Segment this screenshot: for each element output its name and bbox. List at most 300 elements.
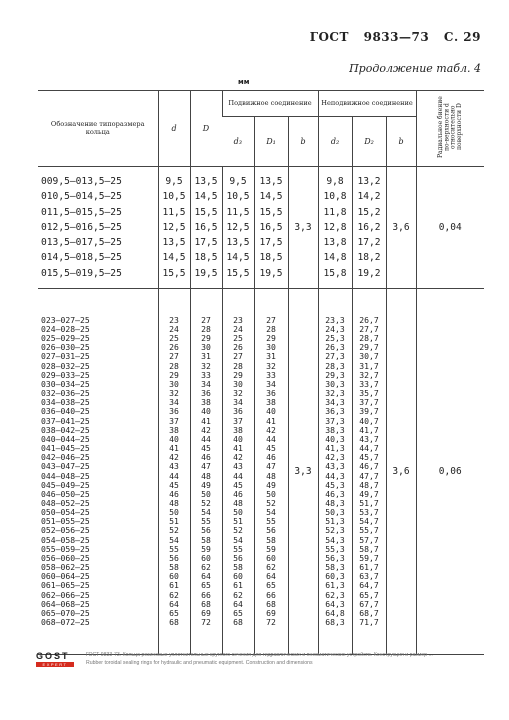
group2-row-D1: 40 [266,406,276,417]
group1-row-D1: 14,5 [259,191,283,203]
group2-row-D2: 63,7 [359,571,379,582]
group1-row-d3: 13,5 [226,237,250,249]
group2-row-d: 27 [169,351,179,362]
group2-row-D1: 52 [266,497,276,508]
col-D: D [190,91,222,167]
group2-row-designation: 027—031—25 [41,351,90,362]
group2-row-D2: 33,7 [359,378,379,389]
group2-row-d: 26 [169,342,179,353]
group1-b-fixed: 3,6 [386,167,416,289]
group2-row-d2: 36,3 [325,406,345,417]
group2-row-designation: 068—072—25 [41,617,90,627]
group2-row-D: 33 [201,369,211,380]
group2-row-D1: 38 [266,397,276,408]
group1-row-D: 19,5 [194,267,218,279]
group1-row-d3: 14,5 [226,252,250,264]
group2-row-D2: 32,7 [359,369,379,380]
group2-row-d2: 37,3 [325,415,345,426]
group1-D2 [352,167,386,289]
group2-row-D2: 27,7 [359,324,379,334]
group2-row-D2: 37,7 [359,397,379,408]
group2-row-designation: 026—030—25 [41,342,90,353]
group2-row-d2: 60,3 [325,571,345,582]
group2-row-D2: 44,7 [359,443,379,454]
group2-row-D: 40 [201,406,211,417]
group2-radial: 0,06 [416,289,484,655]
group2-row-D1: 55 [266,516,276,527]
group2-row-d2: 45,3 [325,479,345,490]
col-radial-text: Радиальное биение по-верхности d относительно поверхности D [436,96,463,159]
group2-row-d: 37 [169,415,179,426]
group2-row-D: 50 [201,488,211,499]
group2-row-D: 44 [201,433,211,444]
group2-row-designation: 041—045—25 [41,443,90,454]
group2-row-designation: 060—064—25 [41,571,90,582]
group2-row-d2: 44,3 [325,470,345,481]
group2-row-d2: 23,3 [325,314,345,325]
group2-row-designation: 029—033—25 [41,369,90,380]
group1-row-D1: 19,5 [259,267,283,279]
group2-row-d2: 64,8 [325,607,345,618]
group1-row-d: 14,5 [162,252,186,264]
group2-row-d: 29 [169,369,179,380]
group2-row-designation: 038—042—25 [41,424,90,435]
group2-row-D: 41 [201,415,211,426]
group2-row-D: 29 [201,333,211,344]
group2-row-d3: 37 [233,415,243,426]
group2-row-d2: 58,3 [325,562,345,573]
group2-row-d2: 50,3 [325,507,345,518]
group2-row-D: 32 [201,360,211,371]
group2-row-designation: 046—050—25 [41,488,90,499]
group2-row-D: 47 [201,461,211,472]
group2-row-d3: 43 [233,461,243,472]
group2-row-designation: 048—052—25 [41,497,90,508]
group2-row-D2: 45,7 [359,452,379,463]
group1-radial: 0,04 [416,167,484,289]
group2-row-d2: 34,3 [325,397,345,408]
table-continuation: Продолжение табл. 4 [349,62,481,75]
group2-row-d: 61 [169,580,179,591]
logo-bottom-text: EXPERT [36,662,74,667]
group2-row-designation: 023—027—25 [41,314,90,325]
group2-row-D: 49 [201,479,211,490]
group2-row-D1: 30 [266,342,276,353]
group2-row-D2: 71,7 [359,617,379,627]
gost-expert-logo[interactable] [36,652,74,667]
group2-row-d3: 46 [233,488,243,499]
group1-row-D2: 19,2 [357,267,381,279]
group2-row-D2: 51,7 [359,497,379,508]
group2-row-d: 32 [169,388,179,399]
group2-row-D: 27 [201,314,211,325]
group2-row-d2: 62,3 [325,589,345,600]
group2-row-d: 54 [169,534,179,545]
group2-row-designation: 054—058—25 [41,534,90,545]
group2-row-d3: 68 [233,617,243,627]
group1-row-D1: 15,5 [259,206,283,218]
group1-row-designation: 015,5—019,5—25 [41,267,122,279]
group2-row-D1: 47 [266,461,276,472]
group2-row-D1: 34 [266,378,276,389]
group2-row-d3: 26 [233,342,243,353]
group2-row-D1: 60 [266,552,276,563]
group2-row-d: 68 [169,617,179,627]
group2-row-designation: 043—047—25 [41,461,90,472]
group1-row-d3: 9,5 [229,175,247,187]
group2-d2 [318,289,352,655]
group2-designations [38,289,158,655]
group1-row-D: 17,5 [194,237,218,249]
group2-row-d: 64 [169,598,179,609]
group2-row-D2: 48,7 [359,479,379,490]
group2-row-d3: 25 [233,333,243,344]
group2-row-D2: 31,7 [359,360,379,371]
group2-row-d2: 42,3 [325,452,345,463]
group2-row-D1: 28 [266,324,276,334]
group1-row-D2: 13,2 [357,175,381,187]
group2-row-d2: 54,3 [325,534,345,545]
group2-row-D1: 31 [266,351,276,362]
group2-row-D1: 48 [266,470,276,481]
group2-row-d2: 43,3 [325,461,345,472]
group2-row-designation: 032—036—25 [41,388,90,399]
group2-row-d: 51 [169,516,179,527]
col-d2: d₂ [318,117,352,167]
group2-row-d2: 27,3 [325,351,345,362]
group2-row-D2: 54,7 [359,516,379,527]
group2-body [38,289,484,655]
group2-row-D1: 27 [266,314,276,325]
group2-row-D2: 55,7 [359,525,379,536]
group2-row-d3: 28 [233,360,243,371]
group2-row-d3: 30 [233,378,243,389]
group2-row-D: 38 [201,397,211,408]
group2-row-d3: 34 [233,397,243,408]
group2-row-D2: 53,7 [359,507,379,518]
group2-row-D1: 32 [266,360,276,371]
group2-row-d2: 32,3 [325,388,345,399]
group2-row-d3: 32 [233,388,243,399]
group2-row-d3: 41 [233,443,243,454]
col-b-movable: b [288,117,318,167]
group2-row-D2: 40,7 [359,415,379,426]
group2-row-D1: 46 [266,452,276,463]
group1-row-designation: 013,5—017,5—25 [41,237,122,249]
group2-row-d: 46 [169,488,179,499]
group1-row-designation: 011,5—015,5—25 [41,206,122,218]
group2-row-d2: 30,3 [325,378,345,389]
group2-row-D: 55 [201,516,211,527]
group2-row-d3: 54 [233,534,243,545]
group2-row-d: 41 [169,443,179,454]
group2-row-D1: 69 [266,607,276,618]
group2-row-designation: 034—038—25 [41,397,90,408]
group1-row-d2: 10,8 [323,191,347,203]
group2-row-designation: 064—068—25 [41,598,90,609]
group1-row-designation: 010,5—014,5—25 [41,191,122,203]
group2-row-designation: 051—055—25 [41,516,90,527]
group2-row-d2: 46,3 [325,488,345,499]
group2-row-d: 50 [169,507,179,518]
group1-row-D1: 13,5 [259,175,283,187]
group2-row-d2: 38,3 [325,424,345,435]
page-number: С. 29 [443,30,481,44]
group2-row-d: 56 [169,552,179,563]
group2-row-D2: 58,7 [359,543,379,554]
group1-row-d: 12,5 [162,221,186,233]
col-movable: Подвижное соединение [222,91,318,117]
group2-row-D2: 68,7 [359,607,379,618]
col-d3: d₃ [222,117,254,167]
group2-row-d3: 29 [233,369,243,380]
group2-row-D: 58 [201,534,211,545]
group1-row-d3: 11,5 [226,206,250,218]
group2-row-designation: 024—028—25 [41,324,90,334]
group2-row-D1: 68 [266,598,276,609]
group2-row-D: 30 [201,342,211,353]
group1-d3 [222,167,254,289]
group1-d2 [318,167,352,289]
group2-row-d3: 45 [233,479,243,490]
group2-row-d: 34 [169,397,179,408]
group2-row-d3: 27 [233,351,243,362]
group2-row-D2: 65,7 [359,589,379,600]
group2-row-D: 68 [201,598,211,609]
group2-row-d2: 41,3 [325,443,345,454]
group2-row-D2: 59,7 [359,552,379,563]
group1-row-d3: 12,5 [226,221,250,233]
group2-row-D: 48 [201,470,211,481]
group2-row-d2: 52,3 [325,525,345,536]
group2-row-d3: 55 [233,543,243,554]
group2-D [190,289,222,655]
group2-row-D: 60 [201,552,211,563]
group2-row-d2: 25,3 [325,333,345,344]
group2-row-D2: 61,7 [359,562,379,573]
group2-row-d: 52 [169,525,179,536]
group1-body [38,167,484,289]
group2-D2 [352,289,386,655]
logo-top-text: GOST [36,651,70,661]
col-d: d [158,91,190,167]
group2-row-D: 66 [201,589,211,600]
group2-row-designation: 040—044—25 [41,433,90,444]
col-D2: D₂ [352,117,386,167]
group1-D [190,167,222,289]
group2-row-D1: 36 [266,388,276,399]
group2-row-d: 28 [169,360,179,371]
group2-row-designation: 044—048—25 [41,470,90,481]
group2-row-d3: 65 [233,607,243,618]
group1-row-d: 9,5 [165,175,183,187]
group2-row-designation: 052—056—25 [41,525,90,536]
group1-row-d3: 10,5 [226,191,250,203]
group2-row-D2: 30,7 [359,351,379,362]
group1-row-d2: 12,8 [323,221,347,233]
group2-row-designation: 061—065—25 [41,580,90,591]
group2-d [158,289,190,655]
group2-row-d: 45 [169,479,179,490]
group1-designations [38,167,158,289]
group1-row-d: 15,5 [162,267,186,279]
group2-row-d3: 50 [233,507,243,518]
group2-row-designation: 037—041—25 [41,415,90,426]
group2-row-D1: 72 [266,617,276,627]
group1-row-designation: 014,5—018,5—25 [41,252,122,264]
group2-row-designation: 028—032—25 [41,360,90,371]
group2-row-D2: 67,7 [359,598,379,609]
group2-row-designation: 055—059—25 [41,543,90,554]
standard-label: ГОСТ [309,30,349,44]
group1-row-D2: 16,2 [357,221,381,233]
group2-row-D: 36 [201,388,211,399]
group2-row-D1: 44 [266,433,276,444]
group2-row-d3: 24 [233,324,243,334]
group1-row-D: 18,5 [194,252,218,264]
group2-row-D2: 39,7 [359,406,379,417]
group1-row-D1: 16,5 [259,221,283,233]
group2-row-D: 34 [201,378,211,389]
group2-row-D2: 46,7 [359,461,379,472]
group1-d [158,167,190,289]
group2-row-d3: 56 [233,552,243,563]
group2-row-d3: 58 [233,562,243,573]
group1-row-D2: 17,2 [357,237,381,249]
group2-row-D1: 62 [266,562,276,573]
dimensions-table [38,90,484,655]
group1-row-d2: 13,8 [323,237,347,249]
group1-row-d: 10,5 [162,191,186,203]
group2-row-d: 60 [169,571,179,582]
group2-row-D: 28 [201,324,211,334]
group2-row-D2: 43,7 [359,433,379,444]
group2-b-fixed: 3,6 [386,289,416,655]
group2-row-d2: 55,3 [325,543,345,554]
footer-title-en: Rubber toroidal sealing rings for hydraulic and pneumatic equipment. Construction and dimensions [86,660,313,666]
col-radial [416,91,484,167]
group1-row-designation: 009,5—013,5—25 [41,175,122,187]
group1-row-D: 14,5 [194,191,218,203]
group2-row-d2: 29,3 [325,369,345,380]
group1-b-movable: 3,3 [288,167,318,289]
group2-D1 [254,289,288,655]
group2-row-d3: 64 [233,598,243,609]
group1-row-designation: 012,5—016,5—25 [41,221,122,233]
group2-row-D2: 26,7 [359,314,379,325]
group2-row-d: 65 [169,607,179,618]
col-fixed: Неподвижное соединение [318,91,416,117]
group2-row-D1: 41 [266,415,276,426]
page-header [300,30,481,44]
group2-row-D2: 47,7 [359,470,379,481]
group2-row-d3: 40 [233,433,243,444]
group1-row-d3: 15,5 [226,267,250,279]
group2-row-d2: 28,3 [325,360,345,371]
group2-row-D1: 33 [266,369,276,380]
group2-row-d3: 52 [233,525,243,536]
group2-row-D2: 28,7 [359,333,379,344]
group2-row-d: 48 [169,497,179,508]
group2-row-d: 62 [169,589,179,600]
group1-row-d2: 11,8 [323,206,347,218]
group2-row-d2: 64,3 [325,598,345,609]
group2-row-D: 56 [201,525,211,536]
group2-row-d: 55 [169,543,179,554]
group2-row-d: 42 [169,452,179,463]
col-b-fixed: b [386,117,416,167]
group2-row-D2: 29,7 [359,342,379,353]
group2-row-D: 69 [201,607,211,618]
group2-row-D1: 29 [266,333,276,344]
group2-row-d: 40 [169,433,179,444]
group2-row-designation: 065—070—25 [41,607,90,618]
group2-d3 [222,289,254,655]
group2-row-d2: 40,3 [325,433,345,444]
group2-row-d2: 51,3 [325,516,345,527]
group2-b-movable: 3,3 [288,289,318,655]
group2-row-d: 38 [169,424,179,435]
group2-row-d2: 68,3 [325,617,345,627]
group2-row-designation: 062—066—25 [41,589,90,600]
group2-row-D: 59 [201,543,211,554]
group2-row-d2: 24,3 [325,324,345,334]
group1-row-d2: 9,8 [326,175,344,187]
col-designation: Обозначение типоразмера кольца [38,91,158,167]
group1-row-d: 13,5 [162,237,186,249]
group2-row-d: 30 [169,378,179,389]
group2-row-d3: 36 [233,406,243,417]
group2-row-designation: 050—054—25 [41,507,90,518]
group2-row-D: 46 [201,452,211,463]
group2-row-designation: 042—046—25 [41,452,90,463]
group2-row-d3: 38 [233,424,243,435]
group2-row-designation: 030—034—25 [41,378,90,389]
group2-row-d3: 42 [233,452,243,463]
group2-row-d3: 51 [233,516,243,527]
group2-row-D2: 49,7 [359,488,379,499]
group2-row-D1: 59 [266,543,276,554]
group2-row-d2: 26,3 [325,342,345,353]
group2-row-D: 31 [201,351,211,362]
group2-row-D1: 65 [266,580,276,591]
group2-row-d2: 61,3 [325,580,345,591]
group1-row-d2: 14,8 [323,252,347,264]
group2-row-d: 44 [169,470,179,481]
group2-row-designation: 025—029—25 [41,333,90,344]
group2-row-d: 24 [169,324,179,334]
group2-row-d: 23 [169,314,179,325]
group1-D1 [254,167,288,289]
group2-row-D1: 45 [266,443,276,454]
group1-row-D1: 18,5 [259,252,283,264]
standard-number: 9833—73 [363,30,430,44]
footer-title-ru: ГОСТ 9833-73. Кольца резиновые уплотнительные круглого сечения для гидравлических и пневматических устройств. Конструкция и размер ... [86,652,433,658]
group2-row-d2: 56,3 [325,552,345,563]
group2-row-D1: 64 [266,571,276,582]
group2-row-D1: 54 [266,507,276,518]
group2-row-d3: 62 [233,589,243,600]
group2-row-D: 45 [201,443,211,454]
group2-row-D1: 56 [266,525,276,536]
group1-row-D: 16,5 [194,221,218,233]
group2-row-D: 52 [201,497,211,508]
group2-row-designation: 036—040—25 [41,406,90,417]
group2-row-D: 65 [201,580,211,591]
group2-row-d: 36 [169,406,179,417]
unit-label: мм [238,78,250,86]
group2-row-d: 25 [169,333,179,344]
